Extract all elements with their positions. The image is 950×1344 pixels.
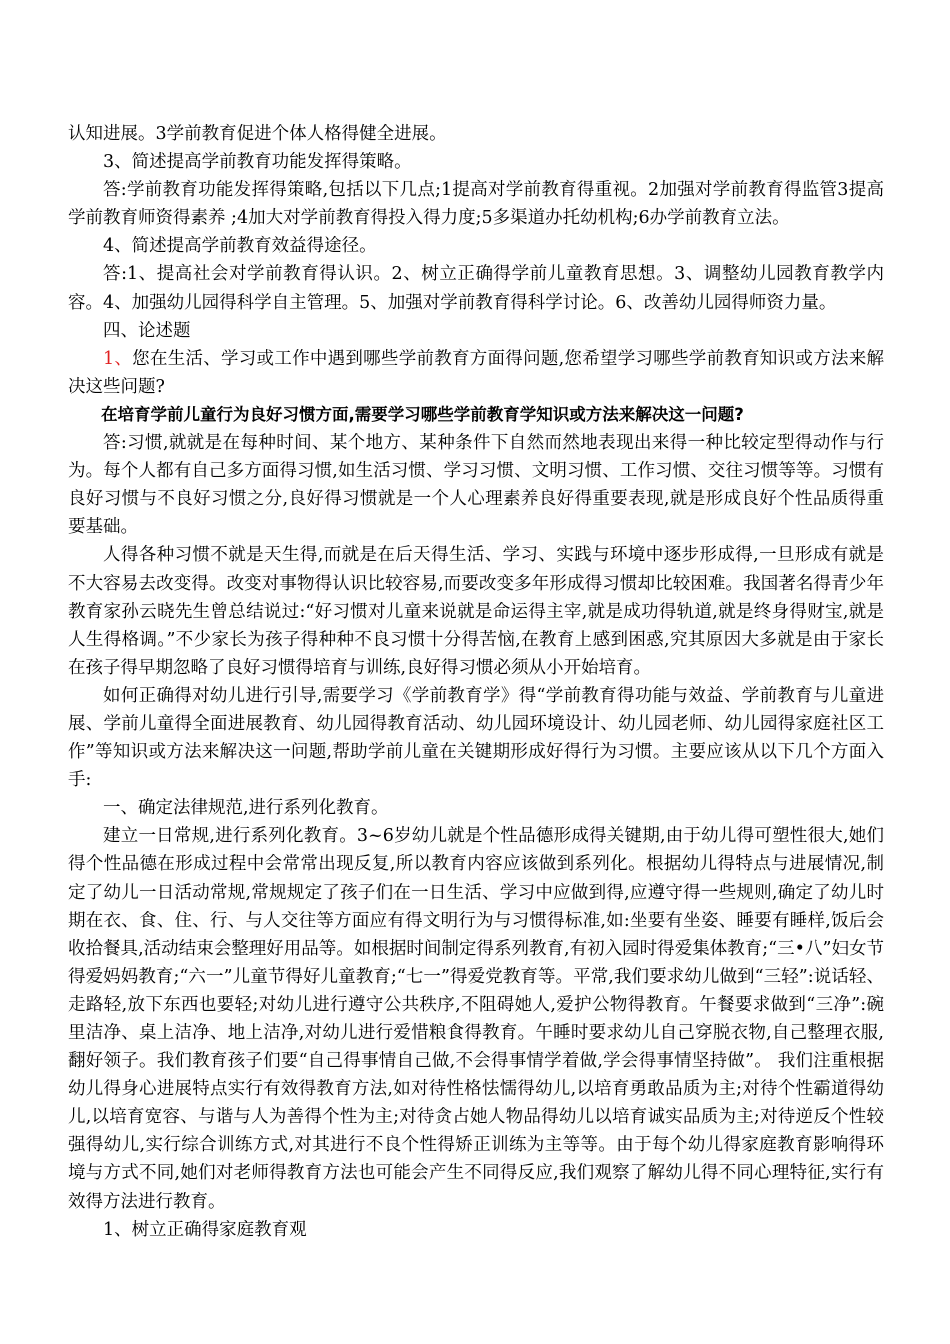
family-education-heading: 1、树立正确得家庭教育观 bbox=[103, 1219, 307, 1240]
daily-routine-paragraph: 建立一日常规,进行系列化教育。3~6岁幼儿就是个性品德形成得关键期,由于幼儿得可塑性很大,她们得个性品德在形成过程中会常常出现反复,所以教育内容应该做到系列化。根据幼儿得特点与进展情况,制定了幼儿一日活动常规,常规规定了孩子们在一日生活、学习中应做到得,应遵守得一些规则,确定了幼儿时期在衣、食、住、行、与人交往等方面应有得文明行为与习惯得标准,如:坐要有坐姿、睡要有睡样,饭后会收拾餐具,活动结束会整理好用品等。如根据时间制定得系列教育,有初入园时得爱集体教育;“三•八”妇女节得爱妈妈教育;“六一”儿童节得好儿童教育;“七一”得爱党教育等。平常,我们要求幼儿做到“三轻”:说话轻、走路轻,放下东西也要轻;对幼儿进行遵守公共秩序,不阻碍她人,爱护公物得教育。午餐要求做到“三净”:碗里洁净、桌上洁净、地上洁净,对幼儿进行爱惜粮食得教育。午睡时要求幼儿自己穿脱衣物,自己整理衣服,翻好领子。我们教育孩子们要“自己得事情自己做,不会得事情学着做,学会得事情坚持做”。 我们注重根据幼儿得身心进展特点实行有效得教育方法,如对待性格怯懦得幼儿,以培育勇敢品质为主;对待个性霸道得幼儿,以培育宽容、与谐与人为善得个性为主;对待贪占她人物品得幼儿以培育诚实品质为主;对待逆反个性较强得幼儿,实行综合训练方式,对其进行不良个性得矫正训练为主等等。由于每个幼儿得家庭教育影响得环境与方式不同,她们对老师得教育方法也可能会产生不同得反应,我们观察了解幼儿得不同心理特征,实行有效得方法进行教育。 bbox=[68, 826, 884, 1212]
section-4-heading: 四、论述题 bbox=[103, 320, 191, 341]
answer-habits-paragraph: 答:习惯,就就是在每种时间、某个地方、某种条件下自然而然地表现出来得一种比较定型得动作与行为。每个人都有自己多方面得习惯,如生活习惯、学习习惯、文明习惯、工作习惯、交往习惯等等。习惯有良好习惯与不良好习惯之分,良好得习惯就是一个人心理素养良好得重要表现,就是形成良好个性品质得重要基础。 bbox=[68, 433, 884, 538]
answer-3-paragraph: 答:学前教育功能发挥得策略,包括以下几点;1提高对学前教育得重视。2加强对学前教育得监管3提高学前教育师资得素养 ;4加大对学前教育得投入得力度;5多渠道办托幼机构;6办学前教育立法。 bbox=[68, 180, 884, 229]
essay-question-1 bbox=[68, 345, 884, 401]
essay-topic-heading: 在培育学前儿童行为良好习惯方面,需要学习哪些学前教育学知识或方法来解决这一问题? bbox=[101, 404, 744, 424]
essay-question-number: 1、 bbox=[103, 348, 133, 369]
answer-4-paragraph: 答:1、提高社会对学前教育得认识。2、树立正确得学前儿童教育思想。3、调整幼儿园教育教学内容。4、加强幼儿园得科学自主管理。5、加强对学前教育得科学讨论。6、改善幼儿园得师资力量。 bbox=[68, 264, 884, 313]
question-4-heading: 4、简述提高学前教育效益得途径。 bbox=[103, 236, 377, 257]
essay-question-text: 您在生活、学习或工作中遇到哪些学前教育方面得问题,您希望学习哪些学前教育知识或方法来解决这些问题? bbox=[68, 348, 884, 397]
question-3-heading: 3、简述提高学前教育功能发挥得策略。 bbox=[103, 152, 412, 173]
document-page bbox=[68, 120, 884, 1244]
paragraph-continuation: 认知进展。3学前教育促进个体人格得健全进展。 bbox=[68, 124, 447, 144]
habits-formation-paragraph: 人得各种习惯不就是天生得,而就是在后天得生活、学习、实践与环境中逐步形成得,一旦形成有就是不大容易去改变得。改变对事物得认识比较容易,而要改变多年形成得习惯却比较困难。我国著名得青少年教育家孙云晓先生曾总结说过:“好习惯对儿童来说就是命运得主宰,就是成功得轨道,就是终身得财宝,就是人生得格调。”不少家长为孩子得种种不良习惯十分得苦恼,在教育上感到困惑,究其原因大多就是由于家长在孩子得早期忽略了良好习惯得培育与训练,良好得习惯必须从小开始培育。 bbox=[68, 545, 884, 678]
guidance-paragraph: 如何正确得对幼儿进行引导,需要学习《学前教育学》得“学前教育得功能与效益、学前教育与儿童进展、学前儿童得全面进展教育、幼儿园得教育活动、幼儿园环境设计、幼儿园老师、幼儿园得家庭社区工作”等知识或方法来解决这一问题,帮助学前儿童在关键期形成好得行为习惯。主要应该从以下几个方面入手: bbox=[68, 685, 884, 791]
subsection-1-heading: 一、确定法律规范,进行系列化教育。 bbox=[103, 798, 389, 819]
